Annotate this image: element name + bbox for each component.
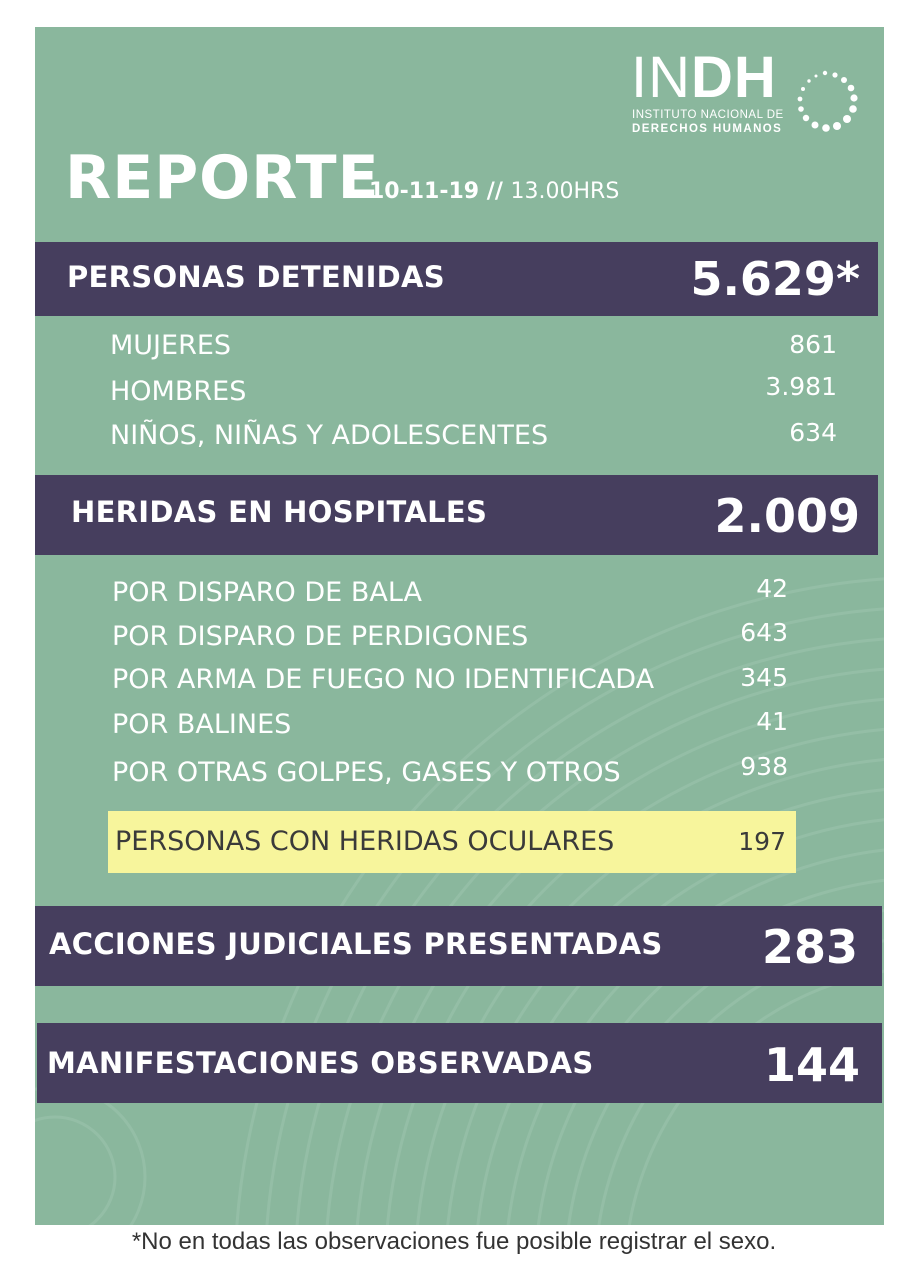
- logo-line-2: DERECHOS HUMANOS: [632, 123, 783, 135]
- logo-acronym: INDH: [631, 45, 777, 110]
- logo-line-1: INSTITUTO NACIONAL DE: [632, 109, 784, 121]
- indh-logo: [631, 45, 871, 141]
- detenidas-total: 5.629*: [690, 252, 860, 306]
- ocular-injuries-highlight: [108, 811, 796, 873]
- heridas-row-label: POR DISPARO DE PERDIGONES: [112, 621, 529, 652]
- ocular-value: 197: [738, 827, 786, 856]
- heridas-row-value: 345: [740, 663, 788, 692]
- date-separator: //: [486, 179, 503, 204]
- detenidas-row-label: MUJERES: [110, 330, 232, 361]
- report-datetime: [369, 177, 619, 207]
- acciones-label: ACCIONES JUDICIALES PRESENTADAS: [49, 927, 663, 961]
- report-time: 13.00HRS: [510, 179, 620, 204]
- heridas-row-value: 41: [756, 707, 788, 736]
- detenidas-row-value: 3.981: [765, 372, 837, 401]
- report-card: [35, 27, 884, 1225]
- heridas-row-label: POR OTRAS GOLPES, GASES Y OTROS: [112, 757, 621, 788]
- heridas-total: 2.009: [714, 489, 860, 543]
- footnote: *No en todas las observaciones fue posible registrar el sexo.: [131, 1228, 777, 1255]
- heridas-row-label: POR DISPARO DE BALA: [112, 577, 422, 608]
- heridas-row-value: 42: [756, 574, 788, 603]
- acciones-bar: [35, 906, 882, 986]
- heridas-row-label: POR BALINES: [112, 709, 292, 740]
- acciones-total: 283: [761, 920, 858, 974]
- detenidas-row-label: NIÑOS, NIÑAS Y ADOLESCENTES: [110, 420, 549, 451]
- detenidas-label: PERSONAS DETENIDAS: [67, 260, 445, 294]
- heridas-label: HERIDAS EN HOSPITALES: [71, 495, 488, 529]
- manifestaciones-total: 144: [763, 1038, 860, 1092]
- manifestaciones-bar: [37, 1023, 882, 1103]
- ocular-label: PERSONAS CON HERIDAS OCULARES: [115, 826, 615, 857]
- manifestaciones-label: MANIFESTACIONES OBSERVADAS: [47, 1046, 594, 1080]
- report-date: 10-11-19: [369, 179, 480, 204]
- detenidas-row-label: HOMBRES: [110, 376, 247, 407]
- report-title: REPORTE: [65, 143, 380, 213]
- detenidas-row-value: 861: [789, 330, 837, 359]
- heridas-bar: [35, 475, 878, 555]
- dotted-circle-icon: [789, 65, 861, 137]
- heridas-row-value: 938: [740, 752, 788, 781]
- heridas-row-value: 643: [740, 618, 788, 647]
- detenidas-row-value: 634: [789, 418, 837, 447]
- heridas-row-label: POR ARMA DE FUEGO NO IDENTIFICADA: [112, 664, 655, 695]
- detenidas-bar: [35, 242, 878, 316]
